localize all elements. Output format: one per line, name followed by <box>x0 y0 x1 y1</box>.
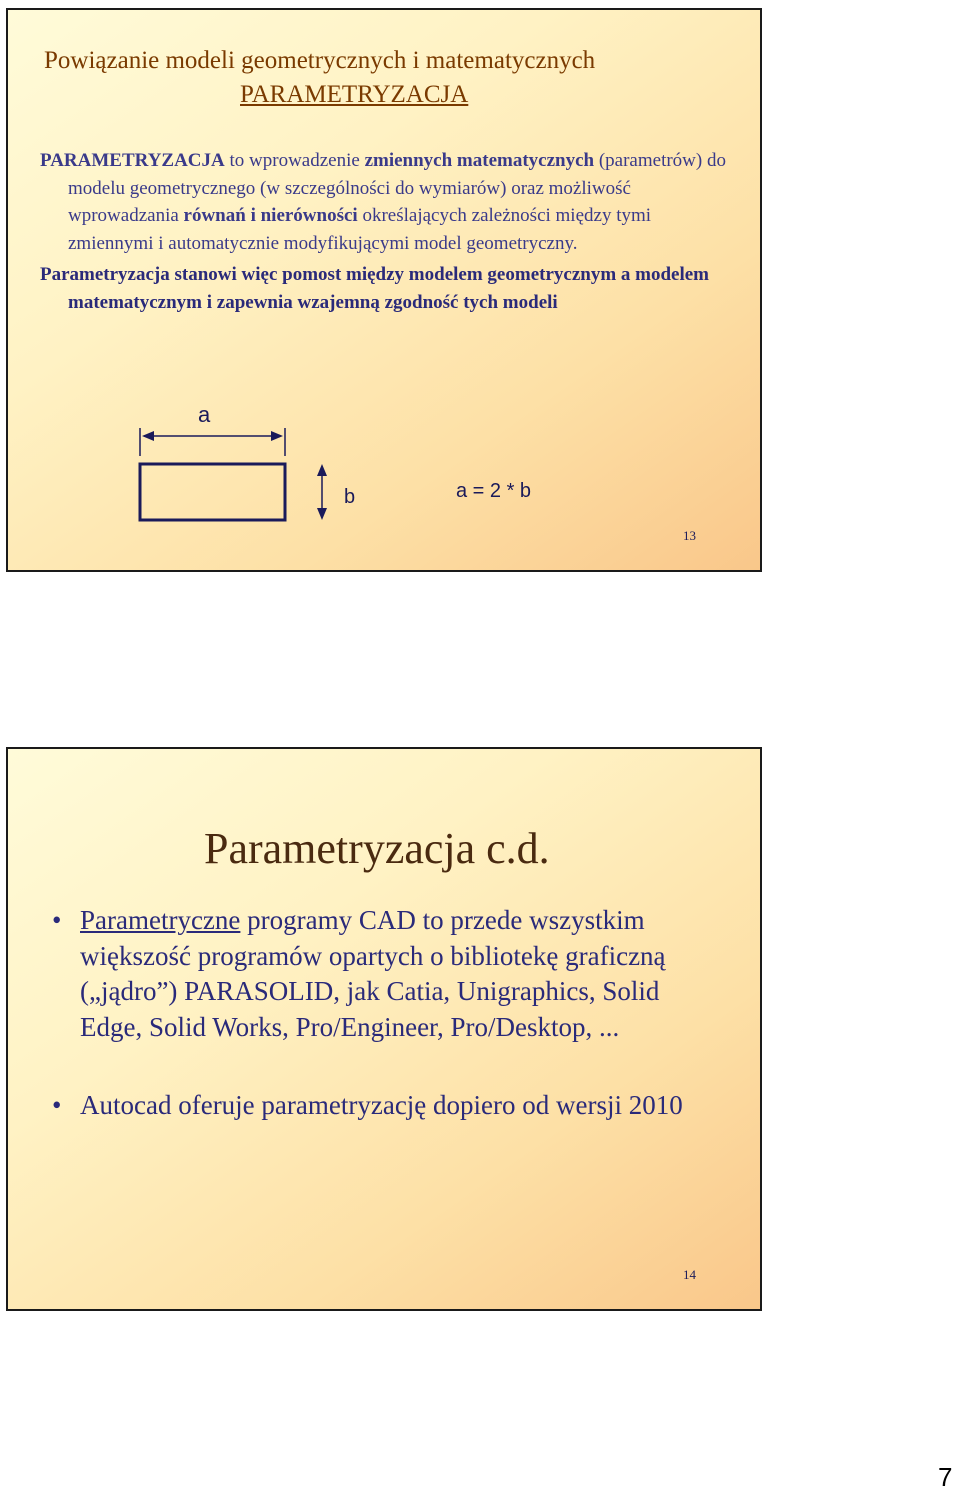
rectangle-dimension-diagram <box>8 10 764 574</box>
rectangle-shape <box>140 464 285 520</box>
parametric-link[interactable]: Parametryczne <box>80 905 241 935</box>
title-line-1: Powiązanie modeli geometrycznych i matematycznych <box>44 47 596 74</box>
slide-number: 14 <box>683 1267 696 1282</box>
definition-paragraph: PARAMETRYZACJA to wprowadzenie zmiennych matematycznych (parametrów) do modelu geometrycznego (w szczególności do wymiarów) oraz możliwość wprowadzania równań i nierówności określających zależności między tymi zmiennymi i automatycznie modyfikującymi model geometryczny. <box>40 150 726 254</box>
document-page-number: 7 <box>938 1462 953 1492</box>
slide-13 <box>6 8 762 572</box>
bullet-icon: • <box>52 905 62 935</box>
slide-14 <box>6 747 762 1311</box>
bullet-icon: • <box>52 1090 62 1120</box>
dimension-label-b: b <box>344 486 356 508</box>
bullet-item: • Parametryczne programy CAD to przede wszystkim większość programów opartych o bibliotekę graficzną („jądro”) PARASOLID, jak Catia, Unigraphics, Solid Edge, Solid Works, Pro/Engineer, Pro/Desktop, ... <box>52 905 666 1042</box>
slide-number: 13 <box>683 528 696 543</box>
summary-paragraph: Parametryzacja stanowi więc pomost między modelem geometrycznym a modelem matematycznym i zapewnia wzajemną zgodność tych modeli <box>40 264 710 313</box>
dimension-label-a: a <box>198 402 211 427</box>
title-line-2: PARAMETRYZACJA <box>240 81 469 108</box>
equation: a = 2 * b <box>456 480 532 502</box>
bullet-item: • Autocad oferuje parametryzację dopiero od wersji 2010 <box>52 1088 692 1124</box>
slide-title: Parametryzacja c.d. <box>204 824 550 873</box>
